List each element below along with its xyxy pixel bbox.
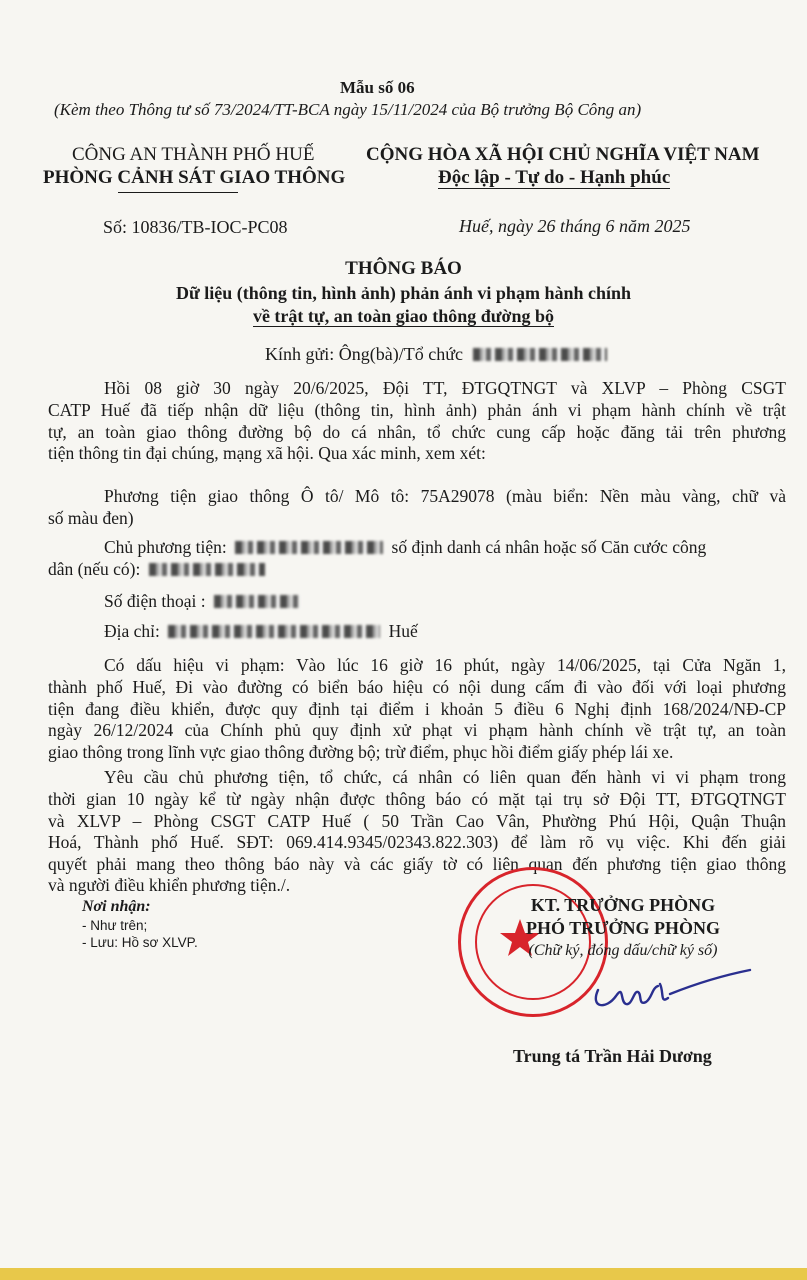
address-label: Địa chỉ: bbox=[104, 621, 160, 641]
recipients-label: Nơi nhận: bbox=[82, 898, 151, 915]
violation-body: thành phố Huế, Đi vào đường có biển báo hiệu có nội dung cấm đi vào đối với loại phương tiện đang điều khiển, được quy định tại điểm i khoản 5 điều 6 Nghị định 168/2024/NĐ-CP ngày 26/12/2024 của Chính phủ quy định xử phạt vi phạm hành chính về trật tự, an toàn giao thông trong lĩnh vực giao thông đường bộ; trừ điểm, phục hồi điểm giấy phép lái xe. bbox=[48, 677, 786, 762]
address-line: Địa chỉ: Huế bbox=[104, 621, 418, 641]
handwritten-signature bbox=[580, 960, 760, 1020]
owner-line: Chủ phương tiện: số định danh cá nhân hoặc số Căn cước công bbox=[104, 537, 707, 557]
redacted-recipient bbox=[473, 348, 607, 361]
intro-body: CATP Huế đã tiếp nhận dữ liệu (thông tin, hình ảnh) phản ánh vi phạm hành chính về trật tự, an toàn giao thông đường bộ do cá nhân, tổ chức cung cấp hoặc đăng tải trên phương tiện thông tin đại chúng, mạng xã hội. Qua xác minh, xem xét: bbox=[48, 400, 786, 464]
signature-title-2: PHÓ TRƯỞNG PHÒNG bbox=[525, 918, 720, 938]
redacted-phone bbox=[214, 595, 300, 608]
recipient-label: Kính gửi: Ông(bà)/Tổ chức bbox=[265, 344, 463, 364]
agency-parent: CÔNG AN THÀNH PHỐ HUẾ bbox=[72, 144, 315, 165]
request-line-1: Yêu cầu chủ phương tiện, tổ chức, cá nhân có liên quan đến hành vi vi phạm trong bbox=[104, 767, 786, 787]
redacted-address bbox=[168, 625, 380, 638]
intro-line-1: Hồi 08 giờ 30 ngày 20/6/2025, Đội TT, ĐTGQTNGT và XLVP – Phòng CSGT bbox=[104, 378, 786, 398]
place-date: Huế, ngày 26 tháng 6 năm 2025 bbox=[459, 216, 691, 236]
recipient-line bbox=[265, 344, 607, 365]
document-subtitle-2: về trật tự, an toàn giao thông đường bộ bbox=[252, 306, 555, 326]
phone-line bbox=[104, 591, 300, 612]
recipient-item: - Như trên; bbox=[82, 918, 148, 933]
phone-label: Số điện thoại : bbox=[104, 591, 206, 611]
agency-name: PHÒNG CẢNH SÁT GIAO THÔNG bbox=[43, 167, 346, 188]
signature-title-1: KT. TRƯỞNG PHÒNG bbox=[530, 895, 716, 915]
signature-note: (Chữ ký, đóng dấu/chữ ký số) bbox=[528, 942, 718, 959]
form-number: Mẫu số 06 bbox=[340, 78, 415, 97]
id-line bbox=[48, 559, 265, 580]
redacted-owner bbox=[235, 541, 383, 554]
violation-line-1: Có dấu hiệu vi phạm: Vào lúc 16 giờ 16 phút, ngày 14/06/2025, tại Cửa Ngăn 1, bbox=[104, 655, 786, 675]
redacted-id bbox=[149, 563, 265, 576]
document-number: Số: 10836/TB-IOC-PC08 bbox=[103, 217, 288, 237]
signer-name: Trung tá Trần Hải Dương bbox=[513, 1046, 712, 1066]
recipient-item: - Lưu: Hồ sơ XLVP. bbox=[82, 935, 198, 950]
national-title: CỘNG HÒA XÃ HỘI CHỦ NGHĨA VIỆT NAM bbox=[366, 144, 760, 165]
bottom-edge-strip bbox=[0, 1268, 807, 1280]
owner-label: Chủ phương tiện: bbox=[104, 537, 227, 557]
document-title: THÔNG BÁO bbox=[345, 258, 462, 279]
vehicle-line-1: Phương tiện giao thông Ô tô/ Mô tô: 75A29078 (màu biển: Nền màu vàng, chữ và bbox=[104, 486, 786, 506]
agency-underline bbox=[118, 192, 238, 193]
id-label: dân (nếu có): bbox=[48, 559, 141, 579]
legal-basis: (Kèm theo Thông tư số 73/2024/TT-BCA ngày 15/11/2024 của Bộ trưởng Bộ Công an) bbox=[54, 100, 642, 119]
vehicle-line-2: số màu đen) bbox=[48, 508, 134, 528]
request-body: thời gian 10 ngày kể từ ngày nhận được thông báo có mặt tại trụ sở Đội TT, ĐTGQTNGT và XLVP – Phòng CSGT CATP Huế ( 50 Trần Cao Vân, Phường Phú Hội, Quận Thuận Hoá, Thành phố Huế. SĐT: 069.414.9345/02343.822.303) để làm rõ vụ việc. Khi đến giải quyết phải mang theo thông báo này và các giấy tờ có liên quan đến phương tiện giao thông và người điều khiển phương tiện./. bbox=[48, 789, 786, 896]
document-subtitle-1: Dữ liệu (thông tin, hình ảnh) phản ánh vi phạm hành chính bbox=[176, 283, 631, 303]
national-motto: Độc lập - Tự do - Hạnh phúc bbox=[438, 167, 671, 188]
